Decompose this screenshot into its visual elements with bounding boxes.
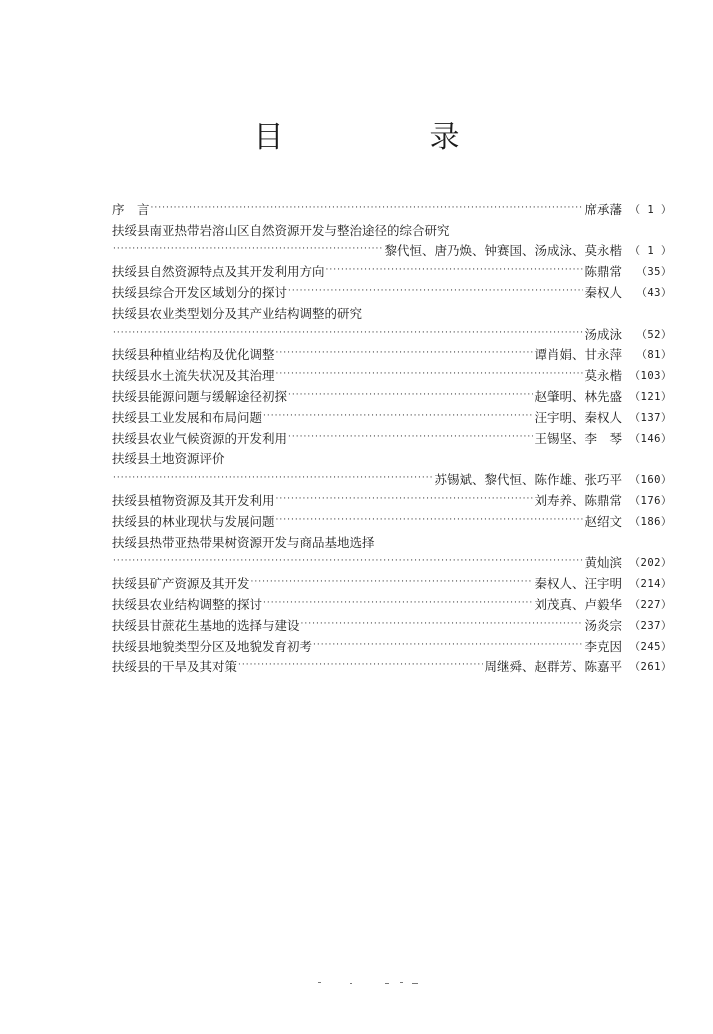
toc-entry-author: 李克因 bbox=[584, 638, 622, 654]
toc-entry-page: （ 1 ） bbox=[629, 245, 672, 258]
toc-entry bbox=[112, 654, 672, 675]
toc-entry-title: 扶绥县自然资源特点及其开发利用方向 bbox=[112, 264, 325, 280]
dot-leader bbox=[301, 617, 584, 631]
scan-speck bbox=[400, 982, 403, 983]
toc-entry-author: 陈鼎常 bbox=[584, 264, 622, 280]
toc-entry-title: 序 言 bbox=[112, 201, 150, 217]
dot-leader bbox=[151, 201, 584, 215]
toc-entry-page: （35） bbox=[636, 266, 672, 279]
toc-entry-page: （186） bbox=[629, 515, 672, 528]
dot-leader bbox=[276, 346, 534, 360]
toc-entry-page: （237） bbox=[629, 619, 672, 632]
scan-speck bbox=[385, 983, 389, 984]
toc-entry-title: 扶绥县的干旱及其对策 bbox=[112, 659, 238, 675]
toc-entry-page: （52） bbox=[636, 328, 672, 341]
table-of-contents bbox=[112, 196, 672, 674]
toc-entry-author: 赵绍文 bbox=[584, 513, 622, 529]
toc-entry-author: 莫永楷 bbox=[584, 368, 622, 384]
toc-entry-page: （214） bbox=[629, 578, 672, 591]
toc-entry bbox=[112, 279, 672, 300]
toc-entry-page: （121） bbox=[629, 390, 672, 403]
toc-entry-author: 黎代恒、唐乃焕、钟赛国、汤成泳、莫永楷 bbox=[384, 243, 622, 259]
toc-entry bbox=[112, 238, 672, 259]
toc-entry-author: 汤成泳 bbox=[584, 326, 622, 342]
toc-entry-author: 赵肇明、林先盛 bbox=[534, 388, 622, 404]
dot-leader bbox=[313, 638, 583, 652]
toc-entry-title: 扶绥县水土流失状况及其治理 bbox=[112, 368, 275, 384]
toc-entry-title: 扶绥县土地资源评价 bbox=[112, 451, 225, 467]
toc-entry bbox=[112, 196, 672, 217]
toc-entry bbox=[112, 591, 672, 612]
toc-entry-author: 黄灿滨 bbox=[584, 555, 622, 571]
toc-entry-page: （137） bbox=[629, 411, 672, 424]
scan-speck bbox=[412, 983, 418, 984]
toc-entry-title: 扶绥县综合开发区域划分的探讨 bbox=[112, 284, 288, 300]
scan-speck bbox=[318, 982, 321, 983]
toc-entry-page: （ 1 ） bbox=[629, 203, 672, 216]
toc-entry-title: 扶绥县热带亚热带果树资源开发与商品基地选择 bbox=[112, 534, 375, 550]
toc-entry-page: （81） bbox=[636, 349, 672, 362]
toc-entry-title: 扶绥县地貌类型分区及地貌发育初考 bbox=[112, 638, 313, 654]
toc-entry bbox=[112, 466, 672, 487]
toc-entry bbox=[112, 342, 672, 363]
toc-entry-page: （103） bbox=[629, 370, 672, 383]
toc-entry-page: （202） bbox=[629, 557, 672, 570]
toc-entry bbox=[112, 258, 672, 279]
toc-entry bbox=[112, 508, 672, 529]
toc-entry-page: （160） bbox=[629, 474, 672, 487]
toc-entry-page: （227） bbox=[629, 598, 672, 611]
dot-leader bbox=[113, 326, 583, 340]
toc-entry bbox=[112, 362, 672, 383]
toc-entry-title: 扶绥县植物资源及其开发利用 bbox=[112, 492, 275, 508]
toc-heading-line bbox=[112, 300, 672, 321]
toc-entry-page: （146） bbox=[629, 432, 672, 445]
toc-entry-author: 秦权人、汪宇明 bbox=[534, 576, 622, 592]
toc-entry-page: （43） bbox=[636, 286, 672, 299]
toc-entry-author: 汪宇明、秦权人 bbox=[534, 409, 622, 425]
dot-leader bbox=[288, 430, 533, 444]
toc-heading-line bbox=[112, 529, 672, 550]
toc-entry-author: 王锡坚、李 琴 bbox=[534, 430, 622, 446]
toc-entry-title: 扶绥县种植业结构及优化调整 bbox=[112, 347, 275, 363]
toc-entry-author: 刘茂真、卢毅华 bbox=[534, 596, 622, 612]
toc-entry-author: 苏锡斌、黎代恒、陈作雄、张巧平 bbox=[434, 472, 622, 488]
dot-leader bbox=[288, 388, 533, 402]
toc-entry-title: 扶绥县农业类型划分及其产业结构调整的研究 bbox=[112, 305, 363, 321]
dot-leader bbox=[288, 284, 583, 298]
dot-leader bbox=[276, 513, 584, 527]
dot-leader bbox=[251, 575, 534, 589]
page-title: 目 录 bbox=[253, 120, 518, 155]
toc-entry bbox=[112, 404, 672, 425]
toc-entry-title: 扶绥县甘蔗花生基地的选择与建设 bbox=[112, 617, 300, 633]
dot-leader bbox=[263, 409, 533, 423]
toc-heading-line bbox=[112, 446, 672, 467]
toc-entry bbox=[112, 633, 672, 654]
toc-entry-page: （245） bbox=[629, 640, 672, 653]
dot-leader bbox=[263, 596, 533, 610]
toc-entry bbox=[112, 487, 672, 508]
toc-entry-author: 秦权人 bbox=[584, 284, 622, 300]
toc-entry-title: 扶绥县农业结构调整的探讨 bbox=[112, 596, 263, 612]
toc-entry bbox=[112, 570, 672, 591]
dot-leader bbox=[113, 242, 383, 256]
toc-entry-page: （176） bbox=[629, 494, 672, 507]
dot-leader bbox=[276, 492, 534, 506]
dot-leader bbox=[238, 658, 483, 672]
dot-leader bbox=[326, 263, 584, 277]
toc-entry-author: 席承藩 bbox=[584, 201, 622, 217]
toc-entry-title: 扶绥县南亚热带岩溶山区自然资源开发与整治途径的综合研究 bbox=[112, 222, 450, 238]
toc-entry-author: 汤炎宗 bbox=[584, 617, 622, 633]
toc-entry-author: 刘寿养、陈鼎常 bbox=[534, 492, 622, 508]
toc-entry-title: 扶绥县农业气候资源的开发利用 bbox=[112, 430, 288, 446]
toc-entry-title: 扶绥县的林业现状与发展问题 bbox=[112, 513, 275, 529]
dot-leader bbox=[113, 471, 433, 485]
scan-speck bbox=[350, 983, 352, 984]
toc-entry bbox=[112, 383, 672, 404]
toc-entry bbox=[112, 321, 672, 342]
toc-entry-title: 扶绥县矿产资源及其开发 bbox=[112, 576, 250, 592]
toc-entry bbox=[112, 425, 672, 446]
toc-entry-page: （261） bbox=[629, 661, 672, 674]
toc-entry-title: 扶绥县工业发展和布局问题 bbox=[112, 409, 263, 425]
toc-entry-author: 谭肖娟、甘永萍 bbox=[534, 347, 622, 363]
dot-leader bbox=[113, 554, 583, 568]
toc-heading-line bbox=[112, 217, 672, 238]
dot-leader bbox=[276, 367, 584, 381]
toc-entry bbox=[112, 612, 672, 633]
toc-entry-title: 扶绥县能源问题与缓解途径初探 bbox=[112, 388, 288, 404]
toc-entry bbox=[112, 550, 672, 571]
toc-entry-author: 周继舜、赵群芳、陈嘉平 bbox=[484, 659, 622, 675]
